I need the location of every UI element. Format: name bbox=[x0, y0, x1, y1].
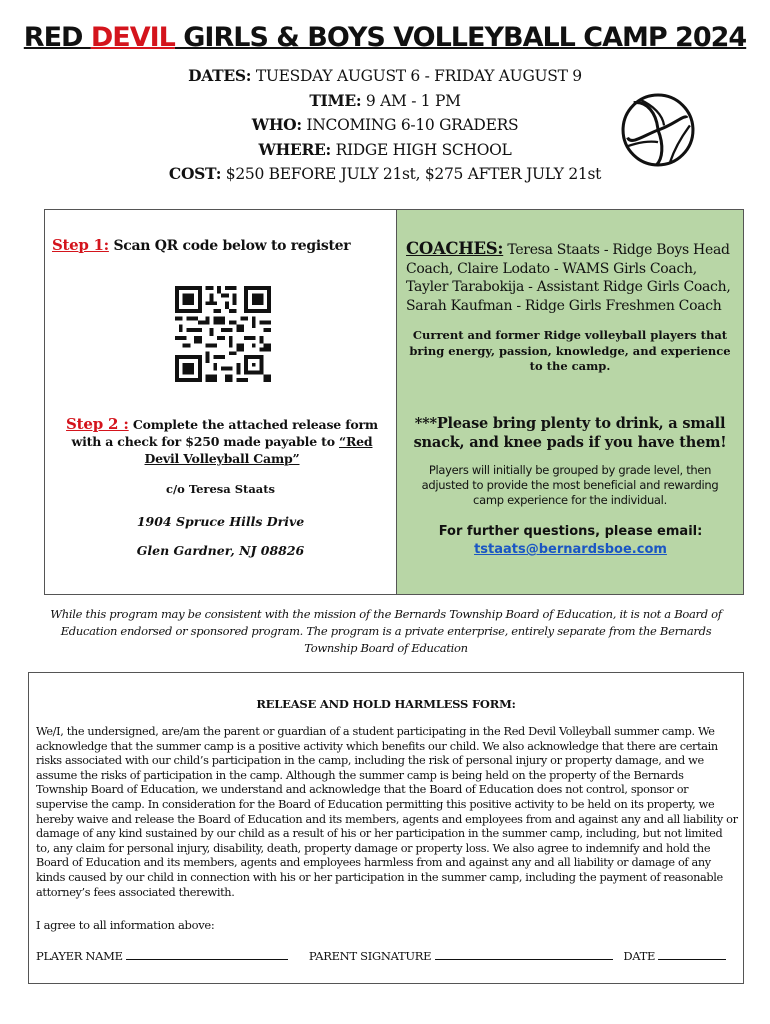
address-city: Glen Gardner, NJ 08826 bbox=[136, 543, 305, 558]
cost-label: COST: bbox=[168, 164, 222, 183]
who-value: INCOMING 6-10 GRADERS bbox=[301, 116, 519, 134]
step-2-payee: “Red Devil Volleyball Camp” bbox=[144, 434, 373, 466]
coaches-list: Teresa Staats - Ridge Boys Head Coach, Claire Lodato - WAMS Girls Coach, Tayler Tarabokija - Assistant Ridge Girls Coach, Sarah Kaufman - Ridge Girls Freshmen Coach bbox=[406, 242, 731, 314]
questions-text: For further questions, please email: bbox=[438, 524, 703, 539]
step-2-text: Complete the attached release form with a check for $250 made payable to bbox=[71, 417, 378, 449]
dates-line bbox=[0, 64, 770, 89]
main-info-box bbox=[44, 209, 744, 595]
dates-label: DATES: bbox=[188, 66, 252, 85]
coaches-panel bbox=[396, 210, 743, 594]
parent-signature-field[interactable] bbox=[435, 950, 613, 960]
date-field[interactable] bbox=[658, 950, 726, 960]
questions-block bbox=[397, 523, 744, 559]
release-heading: RELEASE AND HOLD HARMLESS FORM: bbox=[256, 697, 516, 711]
where-value: RIDGE HIGH SCHOOL bbox=[330, 140, 512, 159]
coaches-heading: COACHES: bbox=[406, 239, 504, 258]
title-part-3: GIRLS & BOYS VOLLEYBALL CAMP 2024 bbox=[174, 22, 747, 53]
qr-code[interactable] bbox=[175, 286, 271, 382]
address-street: 1904 Spruce Hills Drive bbox=[136, 514, 305, 529]
contact-email-link[interactable]: tstaats@bernardsboe.com bbox=[474, 542, 667, 557]
care-of: c/o Teresa Staats bbox=[165, 482, 276, 496]
time-value: 9 AM - 1 PM bbox=[361, 91, 461, 110]
bring-note: ***Please bring plenty to drink, a small snack, and knee pads if you have them! bbox=[413, 415, 727, 451]
step-2-label: Step 2 : bbox=[66, 415, 129, 433]
release-body: We/I, the undersigned, are/am the parent or guardian of a student participating in the Red Devil Volleyball summer camp. We acknowledge that the summer camp is a positive activity which benefits our child. We also acknowledge that there are certain risks associated with our child’s participation in the camp, including the risk of personal injury or property damage, and we assume the risks of participation in the camp. Although the summer camp is being held on the property of the Bernards Township Board of Education, we understand and acknowledge that the Board of Education does not control, sponsor or supervise the camp. In consideration for the Board of Education permitting this positive activity to be held on its property, we hereby waive and release the Board of Education and its members, agents and employees from and against any and all liability or damage of any kind sustained by our child as a result of his or her participation in the summer camp, including, but not limited to, any claim for personal injury, disability, death, property damage or property loss. We also agree to indemnify and hold the Board of Education and its members, agents and employees harmless from and against any and all liability or damage of any kinds caused by our child in connection with his or her participation in the summer camp, including the payment of reasonable attorney’s fees associated therewith. bbox=[36, 725, 738, 899]
volleyball-icon bbox=[620, 92, 696, 168]
disclaimer: While this program may be consistent with the mission of the Bernards Township Board of Education, it is not a Board of Education endorsed or sponsored program. The program is a private enterprise, entirely separate from the Bernards Township Board of Education bbox=[50, 607, 722, 655]
step-1-text: Scan QR code below to register bbox=[108, 238, 351, 254]
player-name-field[interactable] bbox=[126, 950, 288, 960]
release-form bbox=[28, 672, 744, 984]
step-1 bbox=[52, 236, 350, 254]
signature-line bbox=[36, 949, 736, 963]
page-title bbox=[0, 22, 770, 53]
step-1-label: Step 1: bbox=[52, 236, 109, 254]
agree-statement: I agree to all information above: bbox=[36, 918, 215, 932]
grouping-note: Players will initially be grouped by grade level, then adjusted to provide the most beneficial and rewarding camp experience for the individual. bbox=[421, 463, 719, 507]
coaches-description: Current and former Ridge volleyball players that bring energy, passion, knowledge, and experience to the camp. bbox=[409, 328, 731, 373]
registration-panel bbox=[45, 210, 396, 594]
player-name-label: PLAYER NAME bbox=[36, 949, 123, 963]
dates-value: TUESDAY AUGUST 6 - FRIDAY AUGUST 9 bbox=[251, 67, 582, 85]
time-label: TIME: bbox=[309, 90, 362, 110]
title-devil: DEVIL bbox=[90, 22, 175, 53]
date-label: DATE bbox=[623, 949, 656, 963]
cost-value: $250 BEFORE JULY 21st, $275 AFTER JULY 21st bbox=[221, 165, 602, 183]
where-label: WHERE: bbox=[258, 139, 331, 159]
title-part-1: RED bbox=[23, 22, 91, 53]
who-label: WHO: bbox=[251, 115, 302, 134]
step-2 bbox=[55, 416, 389, 467]
coaches-text bbox=[406, 240, 742, 315]
parent-signature-label: PARENT SIGNATURE bbox=[308, 949, 432, 963]
